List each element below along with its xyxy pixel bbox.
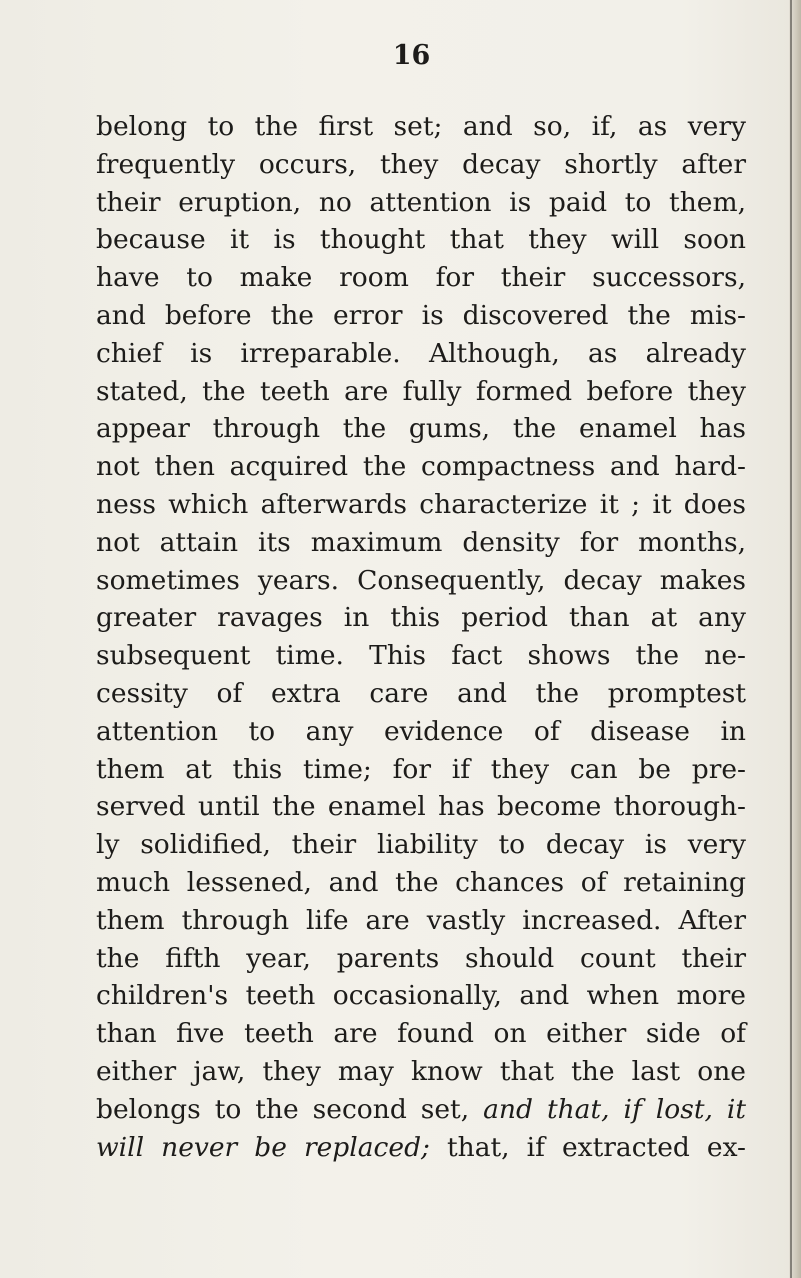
text-line: much lessened, and the chances of retaining [96,866,746,898]
text-line: because it is thought that they will soon [96,224,746,256]
text-line-mixed [96,1091,746,1129]
text-line: children's teeth occasionally, and when more [96,980,746,1012]
text-line-mixed [96,1129,746,1167]
italic-segment: and that, if lost, it [483,1093,747,1125]
page-number: 16 [392,40,431,71]
text-line: either jaw, they may know that the last one [96,1055,746,1087]
text-line: greater ravages in this period than at any [96,602,746,634]
text-line: have to make room for their successors, [96,262,746,294]
text-line: attention to any evidence of disease in [96,715,746,747]
text-line: ly solidified, their liability to decay is very [96,829,746,861]
text-line: chief is irreparable. Although, as already [96,337,746,369]
text-segment: belongs to the second set, [96,1093,484,1125]
text-line: than five teeth are found on either side of [96,1018,746,1050]
body-text [96,108,746,1166]
text-line: served until the enamel has become thorough- [96,791,746,823]
text-line: them through life are vastly increased. After [96,904,746,936]
text-segment: that, if extracted ex- [429,1131,747,1163]
text-line: cessity of extra care and the promptest [96,677,746,709]
text-line: stated, the teeth are fully formed before they [96,375,746,407]
text-line: not attain its maximum density for months, [96,526,746,558]
page-edge-line [790,0,792,1278]
text-line: sometimes years. Consequently, decay makes [96,564,746,596]
text-line: subsequent time. This fact shows the ne- [96,640,746,672]
text-line: belong to the first set; and so, if, as very [96,111,746,142]
text-line: not then acquired the compactness and hard- [96,451,746,483]
text-line: ness which afterwards characterize it ; it does [96,488,746,520]
text-line: their eruption, no attention is paid to them, [96,186,746,218]
text-line: appear through the gums, the enamel has [96,413,746,445]
text-line: frequently occurs, they decay shortly after [96,148,746,180]
text-line: them at this time; for if they can be pre- [96,753,746,785]
text-line: and before the error is discovered the mis- [96,299,746,331]
text-line: the fifth year, parents should count their [96,942,746,974]
italic-segment: will never be replaced; [96,1131,430,1163]
